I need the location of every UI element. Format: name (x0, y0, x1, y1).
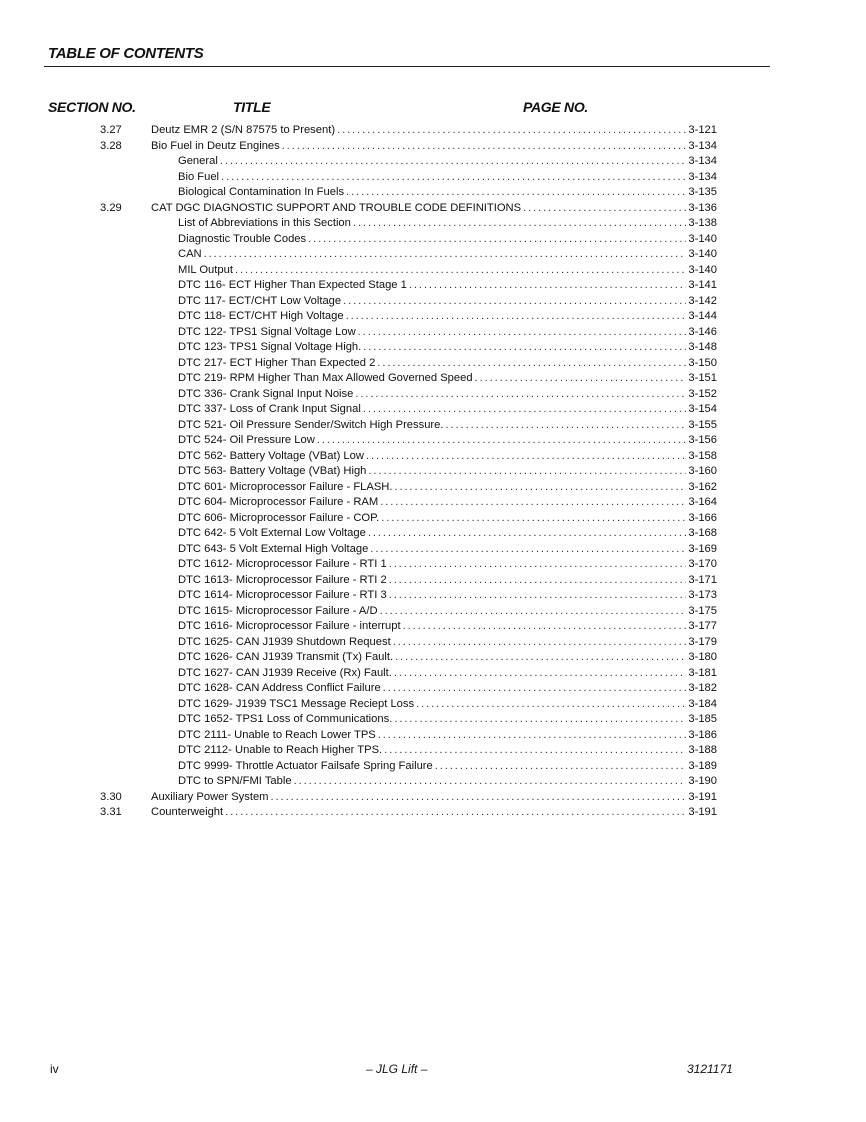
toc-entry[interactable] (0, 232, 866, 248)
toc-entry[interactable] (0, 774, 866, 790)
toc-entry-line (178, 433, 717, 449)
toc-entry-line (178, 604, 717, 620)
toc-entry-page: 3-168 (688, 527, 717, 539)
toc-list (0, 123, 866, 821)
toc-entry-line (178, 619, 717, 635)
toc-entry[interactable] (0, 154, 866, 170)
dot-leader (378, 728, 687, 744)
toc-entry-title: DTC 217- ECT Higher Than Expected 2 (178, 356, 376, 369)
toc-entry-line (151, 201, 717, 217)
toc-entry[interactable] (0, 542, 866, 558)
toc-entry-page: 3-154 (688, 403, 717, 415)
toc-entry-page: 3-140 (688, 232, 717, 245)
toc-entry-title: DTC 1615- Microprocessor Failure - A/D (178, 604, 378, 617)
dot-leader (282, 139, 687, 155)
toc-entry-page: 3-185 (688, 713, 717, 725)
toc-entry-title: DTC 1612- Microprocessor Failure - RTI 1 (178, 558, 387, 570)
dot-leader (389, 557, 687, 573)
toc-entry-page: 3-142 (688, 294, 717, 307)
toc-entry-page: 3-186 (688, 728, 717, 741)
toc-entry-page: 3-177 (688, 620, 717, 632)
toc-entry[interactable] (0, 480, 866, 496)
header-rule (44, 66, 770, 67)
toc-entry-title: DTC 642- 5 Volt External Low Voltage (178, 527, 366, 539)
toc-entry-line (178, 247, 717, 263)
toc-entry-title: Counterweight (151, 806, 224, 818)
toc-entry-page: 3-141 (688, 279, 717, 291)
toc-entry-title: Bio Fuel (178, 170, 220, 183)
toc-entry-line (151, 139, 717, 155)
toc-entry-title: DTC 122- TPS1 Signal Voltage Low (178, 325, 356, 338)
toc-entry[interactable] (0, 356, 866, 372)
toc-entry-title: General (178, 155, 218, 167)
dot-leader (381, 511, 686, 527)
dot-leader (370, 542, 686, 558)
toc-entry-line (178, 511, 717, 527)
toc-entry[interactable] (0, 294, 866, 310)
toc-entry-line (178, 635, 717, 651)
toc-entry-line (178, 449, 717, 465)
toc-entry-title: Biological Contamination In Fuels (178, 186, 345, 198)
toc-entry-title: DTC 601- Microprocessor Failure - FLASH. (178, 480, 393, 493)
toc-entry-line (178, 309, 717, 325)
toc-entry-page: 3-190 (688, 775, 717, 787)
toc-entry-page: 3-134 (688, 139, 717, 152)
toc-entry[interactable] (0, 650, 866, 666)
toc-entry-line (178, 728, 717, 744)
toc-entry-line (178, 154, 717, 170)
toc-entry[interactable] (0, 185, 866, 201)
toc-entry-title: DTC 521- Oil Pressure Sender/Switch High Pressure. (178, 418, 444, 431)
dot-leader (220, 154, 687, 170)
toc-entry-line (151, 123, 717, 139)
dot-leader (317, 433, 687, 449)
toc-entry-title: DTC 562- Battery Voltage (VBat) Low (178, 449, 364, 462)
toc-entry-page: 3-135 (688, 186, 717, 198)
toc-entry-line (178, 759, 717, 775)
toc-entry[interactable] (0, 759, 866, 775)
toc-entry-line (178, 557, 717, 573)
dot-leader (380, 495, 686, 511)
dot-leader (446, 418, 687, 434)
dot-leader (395, 650, 686, 666)
toc-entry[interactable] (0, 340, 866, 356)
dot-leader (271, 790, 687, 806)
dot-leader (343, 294, 686, 310)
toc-entry-line (178, 371, 717, 387)
toc-entry-page: 3-140 (688, 263, 717, 276)
page-header-title: TABLE OF CONTENTS (48, 45, 204, 62)
toc-entry-title: DTC 9999- Throttle Actuator Failsafe Spring Failure (178, 759, 433, 772)
toc-entry-page: 3-121 (688, 124, 717, 136)
toc-entry-title: DTC 643- 5 Volt External High Voltage (178, 542, 369, 555)
dot-leader (384, 743, 686, 759)
dot-leader (409, 278, 687, 294)
dot-leader (294, 774, 687, 790)
dot-leader (346, 185, 686, 201)
toc-entry-page: 3-151 (688, 372, 717, 384)
toc-entry-title: DTC 563- Battery Voltage (VBat) High (178, 465, 367, 477)
dot-leader (394, 480, 686, 496)
toc-entry[interactable] (0, 526, 866, 542)
toc-entry-title: DTC 1614- Microprocessor Failure - RTI 3 (178, 589, 387, 601)
dot-leader (403, 619, 687, 635)
toc-entry-title: DTC 1616- Microprocessor Failure - interrupt (178, 620, 401, 632)
toc-entry[interactable] (0, 728, 866, 744)
column-header-page-no: PAGE NO. (523, 99, 589, 115)
toc-entry-line (178, 402, 717, 418)
toc-entry-line (178, 666, 717, 682)
toc-entry[interactable] (0, 216, 866, 232)
toc-entry-title: DTC 336- Crank Signal Input Noise (178, 387, 354, 400)
toc-entry[interactable] (0, 449, 866, 465)
dot-leader (235, 263, 686, 279)
dot-leader (346, 309, 687, 325)
toc-entry-line (178, 387, 717, 403)
toc-entry[interactable] (0, 263, 866, 279)
toc-entry-section-number: 3.29 (100, 201, 122, 214)
toc-entry[interactable] (0, 247, 866, 263)
toc-entry-page: 3-162 (688, 480, 717, 493)
toc-entry-title: DTC 219- RPM Higher Than Max Allowed Governed Speed (178, 372, 473, 384)
toc-entry-title: DTC 1626- CAN J1939 Transmit (Tx) Fault. (178, 651, 394, 663)
dot-leader (394, 712, 686, 728)
toc-entry-line (178, 681, 717, 697)
toc-entry-page: 3-181 (688, 666, 717, 679)
dot-leader (368, 526, 687, 542)
toc-entry[interactable] (0, 464, 866, 480)
toc-entry-line (178, 216, 717, 232)
toc-entry[interactable] (0, 418, 866, 434)
footer-doc-number: 3121171 (687, 1062, 733, 1076)
toc-entry-title: DTC 1652- TPS1 Loss of Communications. (178, 713, 393, 725)
toc-entry-title: MIL Output (178, 263, 233, 276)
toc-entry-page: 3-191 (688, 806, 717, 818)
dot-leader (353, 216, 686, 232)
toc-entry-line (151, 805, 717, 821)
dot-leader (363, 340, 686, 356)
toc-entry-line (178, 278, 717, 294)
toc-entry-line (178, 263, 717, 279)
toc-entry-title: DTC 1625- CAN J1939 Shutdown Request (178, 635, 391, 648)
dot-leader (366, 449, 686, 465)
toc-entry[interactable] (0, 666, 866, 682)
toc-entry-title: CAN (178, 248, 202, 260)
toc-entry-page: 3-136 (688, 201, 717, 214)
toc-entry-page: 3-179 (688, 635, 717, 648)
toc-entry-section-number: 3.28 (100, 139, 122, 152)
toc-entry-page: 3-169 (688, 542, 717, 555)
toc-entry-page: 3-134 (688, 170, 717, 183)
toc-entry-page: 3-140 (688, 248, 717, 260)
toc-entry-line (178, 542, 717, 558)
toc-entry[interactable] (0, 402, 866, 418)
toc-entry[interactable] (0, 588, 866, 604)
toc-entry-line (178, 340, 717, 356)
toc-entry-line (178, 697, 717, 713)
toc-entry[interactable] (0, 604, 866, 620)
toc-entry[interactable] (0, 511, 866, 527)
toc-entry[interactable] (0, 557, 866, 573)
toc-entry-page: 3-152 (688, 387, 717, 400)
column-header-title: TITLE (233, 99, 271, 115)
toc-entry-page: 3-146 (688, 325, 717, 338)
toc-entry-line (178, 418, 717, 434)
toc-entry[interactable] (0, 170, 866, 186)
toc-entry-title: DTC 524- Oil Pressure Low (178, 434, 315, 446)
toc-entry[interactable] (0, 712, 866, 728)
dot-leader (523, 201, 686, 217)
toc-entry[interactable] (0, 201, 866, 217)
toc-entry-page: 3-164 (688, 496, 717, 508)
toc-entry-line (178, 232, 717, 248)
toc-entry-title: DTC 1629- J1939 TSC1 Message Reciept Loss (178, 697, 415, 710)
dot-leader (393, 635, 687, 651)
toc-entry[interactable] (0, 743, 866, 759)
dot-leader (394, 666, 686, 682)
toc-entry-line (178, 170, 717, 186)
dot-leader (204, 247, 687, 263)
toc-entry[interactable] (0, 387, 866, 403)
dot-leader (475, 371, 687, 387)
dot-leader (308, 232, 686, 248)
toc-entry-line (151, 790, 717, 806)
toc-entry[interactable] (0, 371, 866, 387)
toc-entry-title: Diagnostic Trouble Codes (178, 232, 307, 245)
toc-entry[interactable] (0, 278, 866, 294)
toc-entry-page: 3-134 (688, 155, 717, 167)
toc-entry-title: DTC 123- TPS1 Signal Voltage High. (178, 341, 362, 353)
dot-leader (435, 759, 687, 775)
toc-entry-title: DTC 1613- Microprocessor Failure - RTI 2 (178, 573, 387, 586)
toc-entry-title: DTC 2111- Unable to Reach Lower TPS (178, 728, 376, 741)
toc-entry-line (178, 495, 717, 511)
toc-entry[interactable] (0, 573, 866, 589)
toc-entry[interactable] (0, 325, 866, 341)
toc-entry-line (178, 712, 717, 728)
toc-entry-page: 3-138 (688, 217, 717, 229)
toc-entry-page: 3-188 (688, 744, 717, 756)
toc-entry[interactable] (0, 790, 866, 806)
toc-entry[interactable] (0, 635, 866, 651)
toc-entry-title: Deutz EMR 2 (S/N 87575 to Present) (151, 124, 336, 136)
dot-leader (221, 170, 686, 186)
toc-entry-page: 3-156 (688, 434, 717, 446)
toc-entry-title: Bio Fuel in Deutz Engines (151, 139, 280, 152)
toc-entry-page: 3-158 (688, 449, 717, 462)
toc-entry-line (178, 743, 717, 759)
toc-entry-title: DTC 337- Loss of Crank Input Signal (178, 403, 361, 415)
toc-entry-page: 3-144 (688, 310, 717, 322)
toc-entry-page: 3-180 (688, 651, 717, 663)
toc-entry-page: 3-155 (688, 418, 717, 431)
toc-entry-title: Auxiliary Power System (151, 790, 269, 803)
toc-entry-page: 3-175 (688, 604, 717, 617)
dot-leader (337, 123, 686, 139)
toc-entry-line (178, 573, 717, 589)
toc-entry[interactable] (0, 139, 866, 155)
toc-entry-section-number: 3.31 (100, 806, 122, 818)
dot-leader (358, 325, 687, 341)
toc-entry[interactable] (0, 805, 866, 821)
toc-entry-page: 3-166 (688, 511, 717, 524)
dot-leader (355, 387, 686, 403)
toc-entry-title: CAT DGC DIAGNOSTIC SUPPORT AND TROUBLE CODE DEFINITIONS (151, 201, 522, 214)
toc-entry-title: DTC 118- ECT/CHT High Voltage (178, 310, 344, 322)
toc-entry-title: DTC 1628- CAN Address Conflict Failure (178, 682, 381, 694)
toc-entry-page: 3-171 (688, 573, 717, 586)
toc-entry-page: 3-184 (688, 697, 717, 710)
toc-entry-title: List of Abbreviations in this Section (178, 217, 351, 229)
toc-entry-title: DTC to SPN/FMI Table (178, 775, 292, 787)
toc-entry-title: DTC 117- ECT/CHT Low Voltage (178, 294, 342, 307)
toc-entry[interactable] (0, 123, 866, 139)
toc-entry-page: 3-182 (688, 682, 717, 694)
toc-entry-line (178, 325, 717, 341)
toc-entry-title: DTC 2112- Unable to Reach Higher TPS. (178, 744, 383, 756)
toc-entry-line (178, 356, 717, 372)
dot-leader (389, 588, 687, 604)
toc-entry-section-number: 3.30 (100, 790, 122, 803)
toc-entry-line (178, 480, 717, 496)
toc-entry-line (178, 526, 717, 542)
toc-entry-line (178, 650, 717, 666)
toc-entry-line (178, 464, 717, 480)
toc-entry[interactable] (0, 495, 866, 511)
toc-entry-title: DTC 1627- CAN J1939 Receive (Rx) Fault. (178, 666, 392, 679)
toc-entry[interactable] (0, 681, 866, 697)
dot-leader (383, 681, 687, 697)
toc-entry-page: 3-150 (688, 356, 717, 369)
dot-leader (377, 356, 686, 372)
column-header-section-no: SECTION NO. (48, 99, 136, 115)
footer-brand: – JLG Lift – (366, 1062, 428, 1076)
toc-entry[interactable] (0, 309, 866, 325)
toc-entry-line (178, 588, 717, 604)
dot-leader (416, 697, 686, 713)
toc-entry-section-number: 3.27 (100, 124, 122, 136)
dot-leader (380, 604, 687, 620)
toc-entry[interactable] (0, 697, 866, 713)
toc-entry[interactable] (0, 433, 866, 449)
toc-entry-title: DTC 116- ECT Higher Than Expected Stage 1 (178, 279, 407, 291)
dot-leader (363, 402, 687, 418)
toc-entry-page: 3-189 (688, 759, 717, 772)
toc-entry-page: 3-148 (688, 341, 717, 353)
dot-leader (225, 805, 686, 821)
toc-entry[interactable] (0, 619, 866, 635)
toc-entry-title: DTC 604- Microprocessor Failure - RAM (178, 496, 379, 508)
toc-entry-line (178, 185, 717, 201)
toc-entry-page: 3-160 (688, 465, 717, 477)
dot-leader (368, 464, 686, 480)
dot-leader (389, 573, 687, 589)
toc-entry-title: DTC 606- Microprocessor Failure - COP. (178, 511, 380, 524)
toc-entry-line (178, 774, 717, 790)
toc-entry-page: 3-170 (688, 558, 717, 570)
toc-entry-line (178, 294, 717, 310)
toc-entry-page: 3-191 (688, 790, 717, 803)
footer-page-number: iv (50, 1062, 59, 1076)
toc-entry-page: 3-173 (688, 589, 717, 601)
